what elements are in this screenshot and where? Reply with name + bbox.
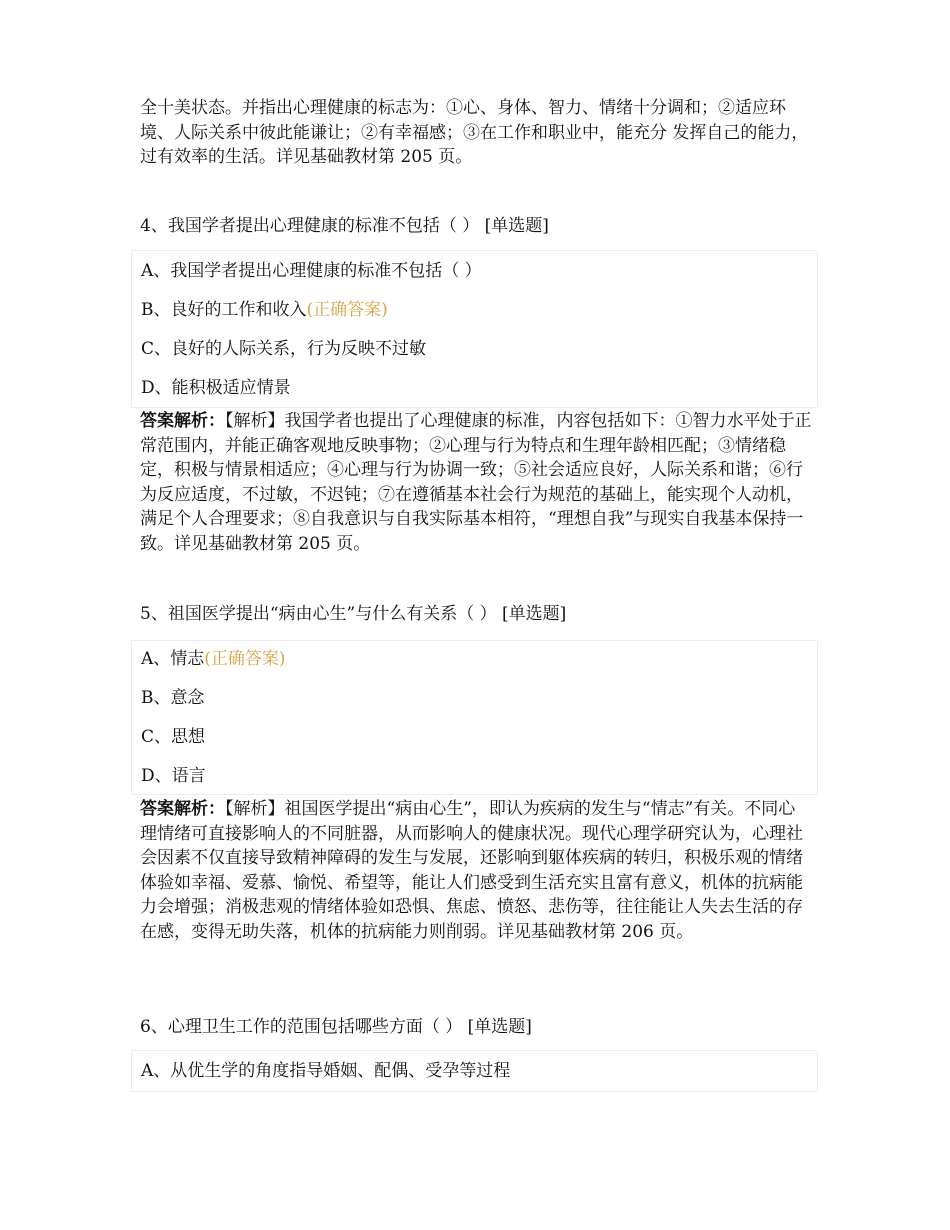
question-title: 6、心理卫生工作的范围包括哪些方面（ ） [单选题]: [140, 1017, 532, 1037]
question-title: 4、我国学者提出心理健康的标准不包括（ ） [单选题]: [140, 216, 549, 236]
answer-analysis: [140, 409, 812, 556]
option-a[interactable]: [141, 1059, 510, 1083]
analysis-text: 【解析】我国学者也提出了心理健康的标准，内容包括如下：①智力水平处于正常范围内，并能正确客观地反映事物；②心理与行为特点和生理年龄相匹配；③情绪稳定，积极与情景相适应；④心理与行为协调一致；⑤社会适应良好，人际关系和谐；⑥行为反应适度，不过敏，不迟钝；⑦在遵循基本社会行为规范的基础上，能实现个人动机，满足个人合理要求；⑧自我意识与自我实际基本相符，“理想自我”与现实自我基本保持一致。详见基础教材第 205 页。: [140, 411, 812, 554]
previous-analysis-continuation: 全十美状态。并指出心理健康的标志为：①心、身体、智力、情绪十分调和；②适应环境、人际关系中彼此能谦让；②有幸福感；③在工作和职业中，能充分 发挥自己的能力，过有效率的生活。详见基础教材第 205 页。: [140, 98, 809, 167]
options-box: [131, 250, 818, 408]
option-c[interactable]: [141, 725, 205, 749]
options-box: [131, 640, 818, 795]
options-box: [131, 1050, 818, 1092]
option-text: A、我国学者提出心理健康的标准不包括（ ）: [141, 261, 482, 281]
analysis-text: 【解析】祖国医学提出“病由心生”，即认为疾病的发生与“情志”有关。不同心理情绪可直接影响人的不同脏器，从而影响人的健康状况。现代心理学研究认为，心理社会因素不仅直接导致精神障碍的发生与发展，还影响到躯体疾病的转归，积极乐观的情绪体验如幸福、爱慕、愉悦、希望等，能让人们感受到生活充实且富有意义，机体的抗病能力会增强；消极悲观的情绪体验如恐惧、焦虑、愤怒、悲伤等，往往能让人失去生活的存在感，变得无助失落，机体的抗病能力则削弱。详见基础教材第 206 页。: [140, 799, 803, 942]
analysis-label: 答案解析：: [140, 411, 225, 431]
analysis-label: 答案解析：: [140, 799, 225, 819]
option-a[interactable]: [141, 259, 482, 283]
option-text: D、能积极适应情景: [141, 378, 291, 398]
option-b[interactable]: [141, 686, 205, 710]
question-title: 5、祖国医学提出“病由心生”与什么有关系（ ） [单选题]: [140, 604, 567, 624]
correct-answer-tag: (正确答案): [306, 300, 388, 320]
option-text: C、良好的人际关系，行为反映不过敏: [141, 339, 427, 359]
option-c[interactable]: [141, 337, 426, 361]
option-a[interactable]: [141, 647, 286, 671]
option-text: B、良好的工作和收入: [141, 300, 307, 320]
option-text: C、思想: [141, 727, 206, 747]
option-b[interactable]: [141, 298, 388, 322]
option-d[interactable]: [141, 376, 291, 400]
option-text: D、语言: [141, 766, 206, 786]
option-text: B、意念: [141, 688, 205, 708]
option-text: A、情志: [141, 649, 205, 669]
option-d[interactable]: [141, 764, 206, 788]
correct-answer-tag: (正确答案): [204, 649, 286, 669]
option-text: A、从优生学的角度指导婚姻、配偶、受孕等过程: [141, 1061, 511, 1081]
answer-analysis: [140, 797, 812, 944]
